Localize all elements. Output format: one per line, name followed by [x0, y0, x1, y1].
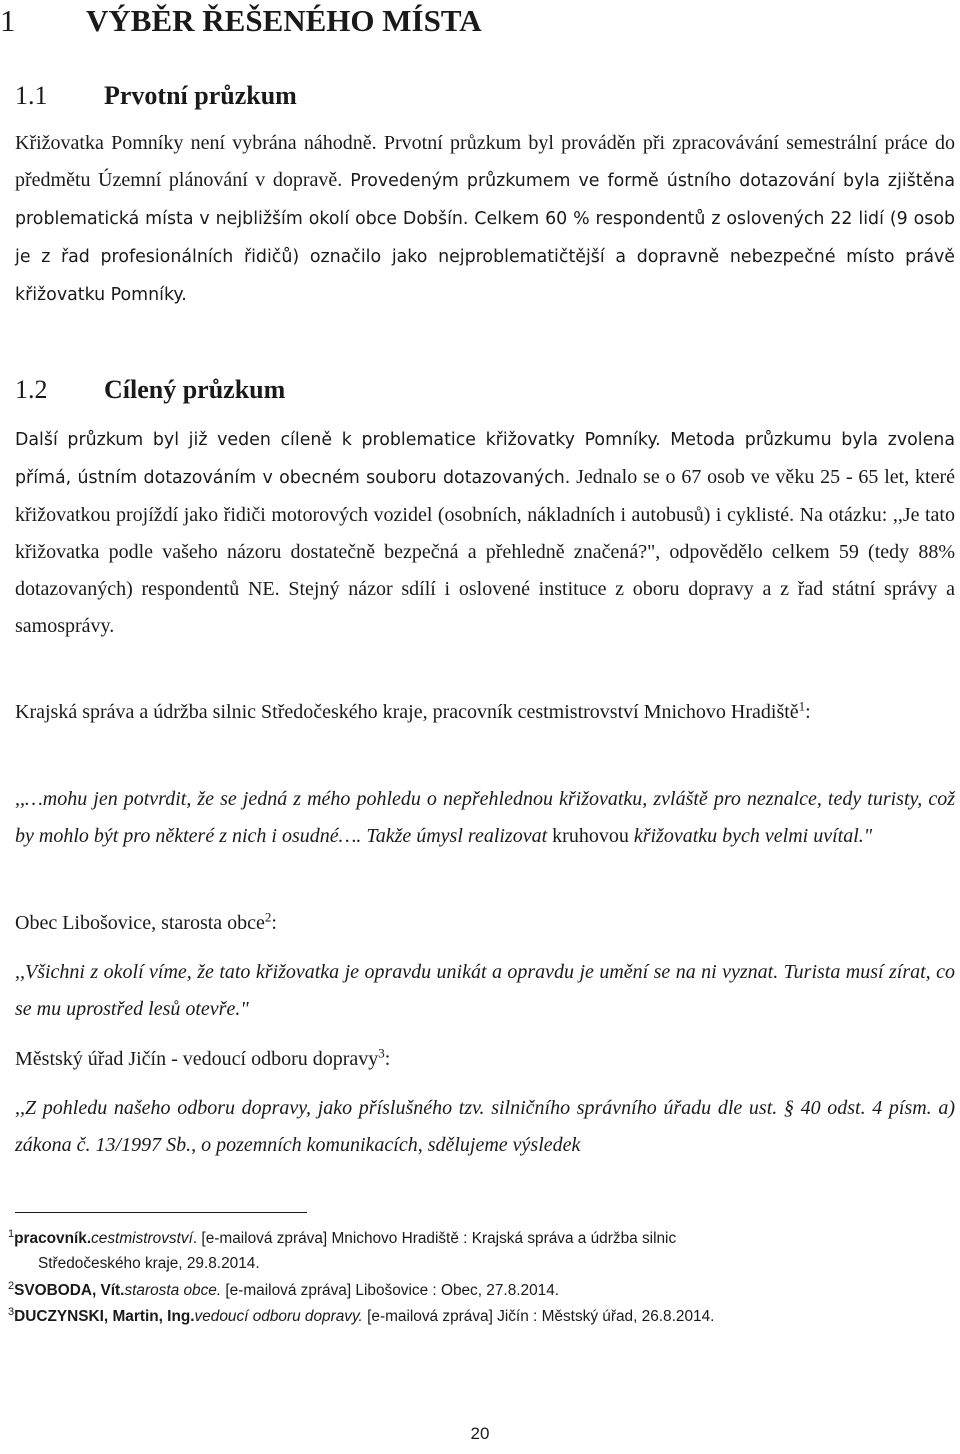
footnote-3 — [8, 1304, 955, 1329]
chapter-title: VÝBĚR ŘEŠENÉHO MÍSTA — [86, 3, 482, 38]
paragraph-prvotni — [15, 125, 955, 314]
footnote-text: [e-mailová zpráva] Libošovice : Obec, 27.8.2014. — [221, 1282, 560, 1299]
footnote-mark: 3 — [8, 1305, 15, 1318]
footnote-author: SVOBODA, Vít. — [14, 1282, 125, 1299]
text-span: kruhovou — [547, 825, 629, 847]
footnote-role: cestmistrovství — [91, 1230, 193, 1247]
paragraph-ksus — [15, 694, 955, 731]
text-span: : — [805, 701, 811, 723]
footnote-separator — [15, 1212, 307, 1213]
footnote-2 — [8, 1278, 955, 1303]
footnote-text: Středočeského kraje, 29.8.2014. — [38, 1255, 260, 1272]
text-span: Městský úřad Jičín - vedoucí odboru dopravy — [15, 1048, 379, 1070]
quote-libosovice — [15, 954, 955, 1028]
footnote-author: pracovník. — [14, 1230, 92, 1247]
footnote-text: [e-mailová zpráva] Jičín : Městský úřad, 26.8.2014. — [362, 1308, 715, 1325]
footnote-text: . [e-mailová zpráva] Mnichovo Hradiště : Krajská správa a údržba silnic — [192, 1230, 677, 1247]
quote-jicin — [15, 1090, 955, 1164]
text-span: : — [384, 1048, 391, 1070]
section-heading-1-2 — [0, 372, 960, 408]
paragraph-jicin — [15, 1041, 955, 1078]
footnote-mark: 2 — [8, 1279, 15, 1292]
footnote-ref: 2 — [264, 909, 272, 925]
text-span: Další průzkum byl již veden cíleně k problematice křižovatky Pomníky. Metoda průzkumu byla zvolena přímá, ústním dotazováním v obecném souboru dotazovaných. — [15, 430, 955, 488]
text-span: Obec Libošovice, starosta obce — [15, 912, 265, 934]
text-span: : — [271, 912, 277, 934]
page-number: 20 — [470, 1424, 490, 1443]
text-span: Celkem 60 % respondentů z oslovených 22 lidí (9 osob je z řad profesionálních řidičů) označilo jako nejproblematičtější a dopravně nebezpečné místo právě křižovatku Pomníky. — [15, 209, 956, 305]
section-title: Prvotní průzkum — [104, 81, 297, 110]
section-number: 1.1 — [15, 81, 48, 110]
quote-text: křižovatku bych velmi uvítal." — [628, 825, 873, 847]
quote-text: ,,Z pohledu našeho odboru dopravy, jako příslušného tzv. silničního správního úřadu dle ust. § 40 odst. 4 písm. a) zákona č. 13/1997 Sb., o pozemních komunikacích, sdělujeme výsledek — [15, 1097, 955, 1156]
footnote-role: starosta obce. — [124, 1282, 222, 1299]
text-span: Krajská správa a údržba silnic Středočeského kraje, pracovník cestmistrovství Mnichovo Hradiště — [15, 701, 799, 723]
footnote-author: DUCZYNSKI, Martin, Ing. — [14, 1308, 195, 1325]
footnote-ref: 1 — [798, 698, 806, 714]
section-title: Cílený průzkum — [104, 375, 286, 404]
chapter-heading — [0, 0, 960, 42]
quote-text: ,,…mohu jen potvrdit, že se jedná z mého pohledu o nepřehlednou křižovatku, zvláště pro neznalce, tedy turisty, což by mohlo být pro některé z nich i osudné…. Takže úmysl realizovat — [15, 788, 955, 847]
footnote-role: vedoucí odboru dopravy. — [194, 1308, 363, 1325]
footnote-1 — [8, 1226, 955, 1276]
paragraph-cileny — [15, 421, 955, 645]
text-span: Jednalo se o 67 osob ve věku 25 - 65 let, které křižovatkou projíždí jako řidiči motorových vozidel (osobních, nákladních i autobusů) i cyklisté. Na otázku: ,,Je tato křižovatka podle vašeho názoru dostatečně bezpečná a přehledně značená?", odpovědělo celkem 59 (tedy 88% dotazovaných) respondentů NE. Stejný názor sdílí i oslovené instituce z oboru dopravy a z řad státní správy a samosprávy. — [15, 466, 956, 637]
section-number: 1.2 — [15, 375, 48, 404]
quote-ksus — [15, 781, 955, 855]
quote-text: ,,Všichni z okolí víme, že tato křižovatka je opravdu unikát a opravdu je umění se na ni vyznat. Turista musí zírat, co se mu uprostřed lesů otevře." — [15, 961, 955, 1020]
section-heading-1-1 — [0, 78, 960, 114]
footnote-mark: 1 — [8, 1227, 15, 1240]
chapter-number: 1 — [0, 3, 16, 38]
paragraph-libosovice — [15, 905, 955, 942]
text-span: Provedeným průzkumem ve formě ústního dotazování byla zjištěna problematická místa v nejbližším okolí obce Dobšín. — [15, 171, 955, 229]
footnote-ref: 3 — [378, 1045, 385, 1061]
text-span: Křižovatka Pomníky není vybrána náhodně. Prvotní průzkum byl prováděn při zpracovávání semestrální práce do předmětu Územní plánování v dopravě. — [15, 132, 955, 191]
